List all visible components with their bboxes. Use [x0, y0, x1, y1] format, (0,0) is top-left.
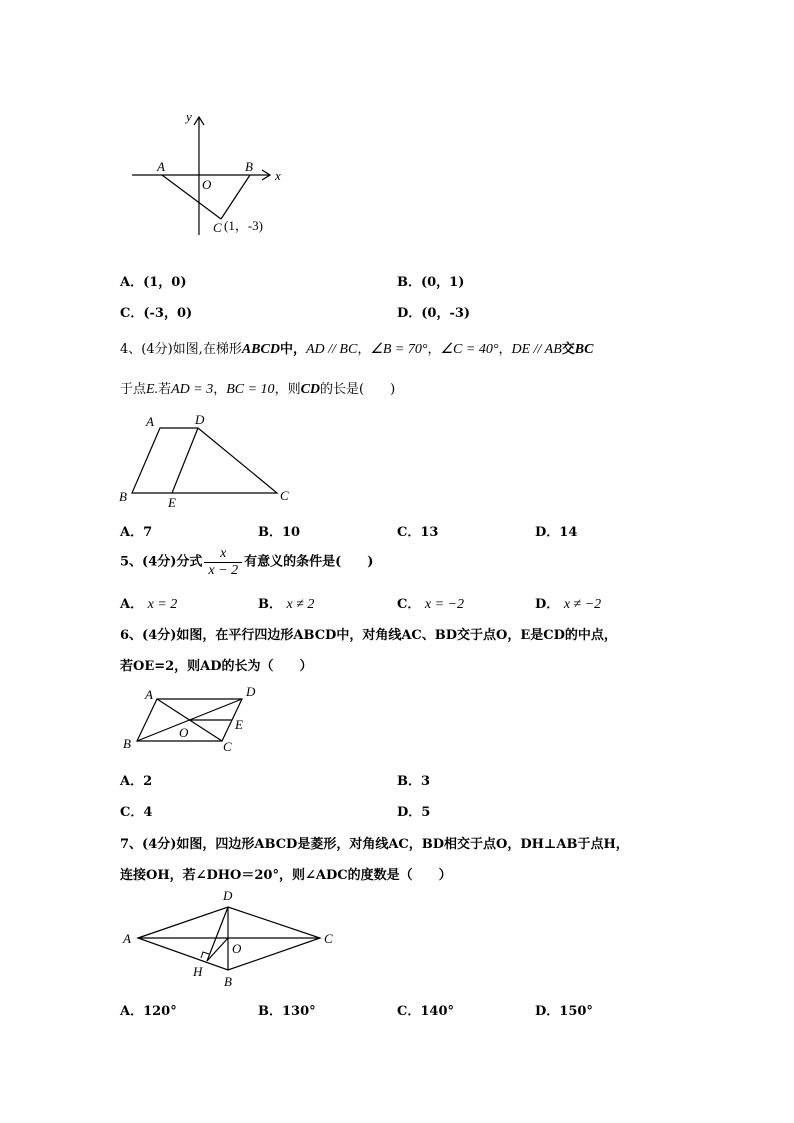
q6-option-b[interactable]: B．3	[397, 774, 431, 789]
q4-figure	[115, 410, 295, 510]
q3-option-d[interactable]: D．(0，-3)	[397, 306, 471, 321]
q4-text: 若	[158, 382, 172, 397]
q4-question-end: 的长是( )	[320, 382, 396, 397]
q7-option-a[interactable]: A．120°	[120, 1004, 177, 1019]
q4-option-b[interactable]: B．10	[258, 525, 301, 540]
q4-option-c[interactable]: C．13	[397, 525, 439, 540]
q4-sep: ，	[357, 342, 371, 357]
point-e-label: E	[235, 717, 243, 732]
q3-option-b[interactable]: B．(0，1)	[397, 275, 465, 290]
point-a-label: A	[146, 414, 154, 429]
q7-stem-line1: 7、(4分)如图，四边形ABCD是菱形，对角线AC，BD相交于点O，DH⊥AB于点H，	[120, 837, 629, 852]
option-label: B．	[258, 597, 282, 612]
q4-ad-parallel-bc: AD // BC	[305, 342, 358, 357]
q5-option-c[interactable]	[397, 593, 464, 613]
q5-option-b[interactable]	[258, 593, 314, 613]
point-o-label: O	[179, 725, 189, 740]
q4-cd: CD	[300, 382, 321, 397]
origin-label: O	[202, 177, 212, 192]
option-expr: x ≠ 2	[286, 597, 315, 612]
q7-figure	[115, 885, 345, 990]
q5-option-d[interactable]	[535, 593, 601, 613]
q4-stem-line1	[120, 338, 593, 358]
q6-figure	[115, 683, 275, 758]
q4-ad-value: AD = 3	[171, 382, 214, 397]
q4-abcd: ABCD	[241, 342, 280, 357]
y-axis-label: y	[186, 109, 192, 124]
q6-option-c[interactable]: C．4	[120, 805, 153, 820]
q5-denominator: x − 2	[208, 563, 239, 578]
point-c-label: C	[213, 220, 222, 235]
q7-option-c[interactable]: C．140°	[397, 1004, 454, 1019]
q4-mid: 中，	[279, 342, 306, 357]
q4-jiao: 交	[561, 342, 575, 357]
q6-option-a[interactable]: A．2	[120, 774, 153, 789]
point-c-label: C	[324, 931, 333, 946]
q4-sep: ，	[498, 342, 512, 357]
q5-option-a[interactable]	[120, 593, 177, 613]
point-a-label: A	[145, 687, 153, 702]
point-b-label: B	[224, 974, 232, 989]
point-h-label: H	[193, 964, 203, 979]
point-c-coordinate: (1，-3)	[224, 218, 263, 233]
point-a-label: A	[123, 931, 131, 946]
point-c-label: C	[223, 739, 232, 754]
x-axis-label: x	[275, 168, 281, 183]
q4-bc-value: BC = 10	[226, 382, 275, 397]
q5-prefix: 5、(4分)分式	[120, 554, 203, 570]
point-d-label: D	[246, 684, 256, 699]
q5-numerator: x	[204, 546, 242, 563]
option-label: D．	[535, 597, 560, 612]
q4-angle-b: ∠B = 70°	[370, 342, 428, 357]
q7-stem-line2: 连接OH，若∠DHO＝20°，则∠ADC的度数是（ ）	[120, 868, 452, 883]
q4-stem-line2	[120, 378, 395, 398]
point-c-label: C	[280, 488, 289, 503]
q6-option-d[interactable]: D．5	[397, 805, 431, 820]
q6-stem-line2: 若OE=2，则AD的长为（ ）	[120, 659, 313, 674]
option-label: C．	[397, 597, 421, 612]
q4-text: ，则	[274, 382, 301, 397]
option-expr: x ≠ −2	[563, 597, 602, 612]
point-e-label: E	[168, 495, 176, 510]
point-d-label: D	[195, 412, 205, 427]
point-b-label: B	[119, 489, 127, 504]
q3-option-c[interactable]: C．(-3，0)	[120, 306, 193, 321]
q4-de-parallel-ab: DE // AB	[511, 342, 562, 357]
point-b-label: B	[245, 159, 253, 174]
point-b-label: B	[123, 736, 131, 751]
q5-stem	[120, 546, 373, 579]
q4-option-a[interactable]: A．7	[120, 525, 153, 540]
point-o-label: O	[232, 941, 242, 956]
option-expr: x = 2	[147, 597, 178, 612]
option-label: A．	[120, 597, 144, 612]
q4-sep: ，	[427, 342, 441, 357]
q3-figure	[120, 105, 300, 240]
q4-bc: BC	[574, 342, 594, 357]
q5-suffix: 有意义的条件是( )	[244, 554, 374, 570]
q4-angle-c: ∠C = 40°	[440, 342, 499, 357]
q4-text: 于点	[120, 382, 147, 397]
q5-fraction	[204, 546, 242, 579]
q4-prefix: 4、(4分)如图,在梯形	[120, 342, 242, 357]
q4-option-d[interactable]: D．14	[535, 525, 578, 540]
point-d-label: D	[223, 888, 233, 903]
q7-option-b[interactable]: B．130°	[258, 1004, 316, 1019]
option-expr: x = −2	[424, 597, 464, 612]
q4-sep: ，	[213, 382, 227, 397]
point-a-label: A	[157, 159, 165, 174]
q4-point-e: E.	[146, 382, 159, 397]
q3-option-a[interactable]: A．(1，0)	[120, 275, 187, 290]
q6-stem-line1: 6、(4分)如图，在平行四边形ABCD中，对角线AC、BD交于点O，E是CD的中点，	[120, 628, 617, 643]
q7-option-d[interactable]: D．150°	[535, 1004, 593, 1019]
